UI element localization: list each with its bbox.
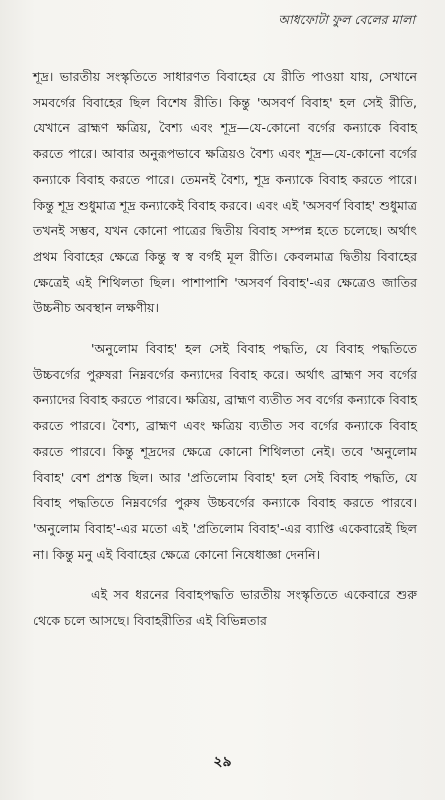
paragraph-anulom-pratilom: 'অনুলোম বিবাহ' হল সেই বিবাহ পদ্ধতি, যে বিবাহ পদ্ধতিতে উচ্চবর্গের পুরুষরা নিম্নবর্গের কন্যাদের বিবাহ করে। অর্থাৎ ব্রাহ্মণ সব বর্গের কন্যাদের বিবাহ করতে পারবে। ক্ষত্রিয়, ব্রাহ্মণ ব্যতীত সব বর্গের কন্যাকে বিবাহ করতে পারবে। বৈশ্য, ব্রাহ্মণ এবং ক্ষত্রিয় ব্যতীত সব বর্গের কন্যাকে বিবাহ করতে পারবে। কিন্তু শূদ্রদের ক্ষেত্রে কোনো শিথিলতা নেই। তবে 'অনুলোম বিবাহ' বেশ প্রশস্ত ছিল। আর 'প্রতিলোম বিবাহ' হল সেই বিবাহ পদ্ধতি, যে বিবাহ পদ্ধতিতে নিম্নবর্গের পুরুষ উচ্চবর্গের কন্যাকে বিবাহ করতে পারবে। 'অনুলোম বিবাহ'-এর মতো এই 'প্রতিলোম বিবাহ'-এর ব্যাপ্তি একেবারেই ছিল না। কিন্তু মনু এই বিবাহের ক্ষেত্রে কোনো নিষেধাজ্ঞা দেননি। (33, 341, 417, 562)
page-number: ২৯ (213, 754, 232, 770)
running-header: আধফোটা ফুল বেলের মালা (278, 12, 415, 27)
paragraph-gap (33, 567, 417, 582)
paragraph-asavarna-vivah: শূদ্র। ভারতীয় সংস্কৃতিতে সাধারণত বিবাহের যে রীতি পাওয়া যায়, সেখানে সমবর্গের বিবাহের ছিল বিশেষ রীতি। কিন্তু 'অসবর্ণ বিবাহ' হল সেই রীতি, যেখানে ব্রাহ্মণ ক্ষত্রিয়, বৈশ্য এবং শূদ্র—যে-কোনো বর্গের কন্যাকে বিবাহ করতে পারে। আবার অনুরূপভাবে ক্ষত্রিয়ও বৈশ্য এবং শূদ্র—যে-কোনো বর্গের কন্যাকে বিবাহ করতে পারে। তেমনই বৈশ্য, শূদ্র কন্যাকে বিবাহ করতে পারে। কিন্তু শূদ্র শুধুমাত্র শূদ্র কন্যাকেই বিবাহ করবে। এবং এই 'অসবর্ণ বিবাহ' শুধুমাত্র তখনই সম্ভব, যখন কোনো পাত্রের দ্বিতীয় বিবাহ সম্পন্ন হতে চলেছে। অর্থাৎ প্রথম বিবাহের ক্ষেত্রে কিন্তু স্ব স্ব বর্গই মূল রীতি। কেবলমাত্র দ্বিতীয় বিবাহের ক্ষেত্রেই এই শিথিলতা ছিল। পাশাপাশি 'অসবর্ণ বিবাহ'-এর ক্ষেত্রেও জাতির উচ্চনীচ অবস্থান লক্ষণীয়। (33, 69, 417, 316)
body-text (33, 64, 417, 634)
paragraph-vivah-paddhati: এই সব ধরনের বিবাহপদ্ধতি ভারতীয় সংস্কৃতিতে একেবারে শুরু থেকে চলে আসছে। বিবাহরীতির এই বিভিন্নতার (33, 587, 417, 629)
paragraph-gap (33, 321, 417, 336)
